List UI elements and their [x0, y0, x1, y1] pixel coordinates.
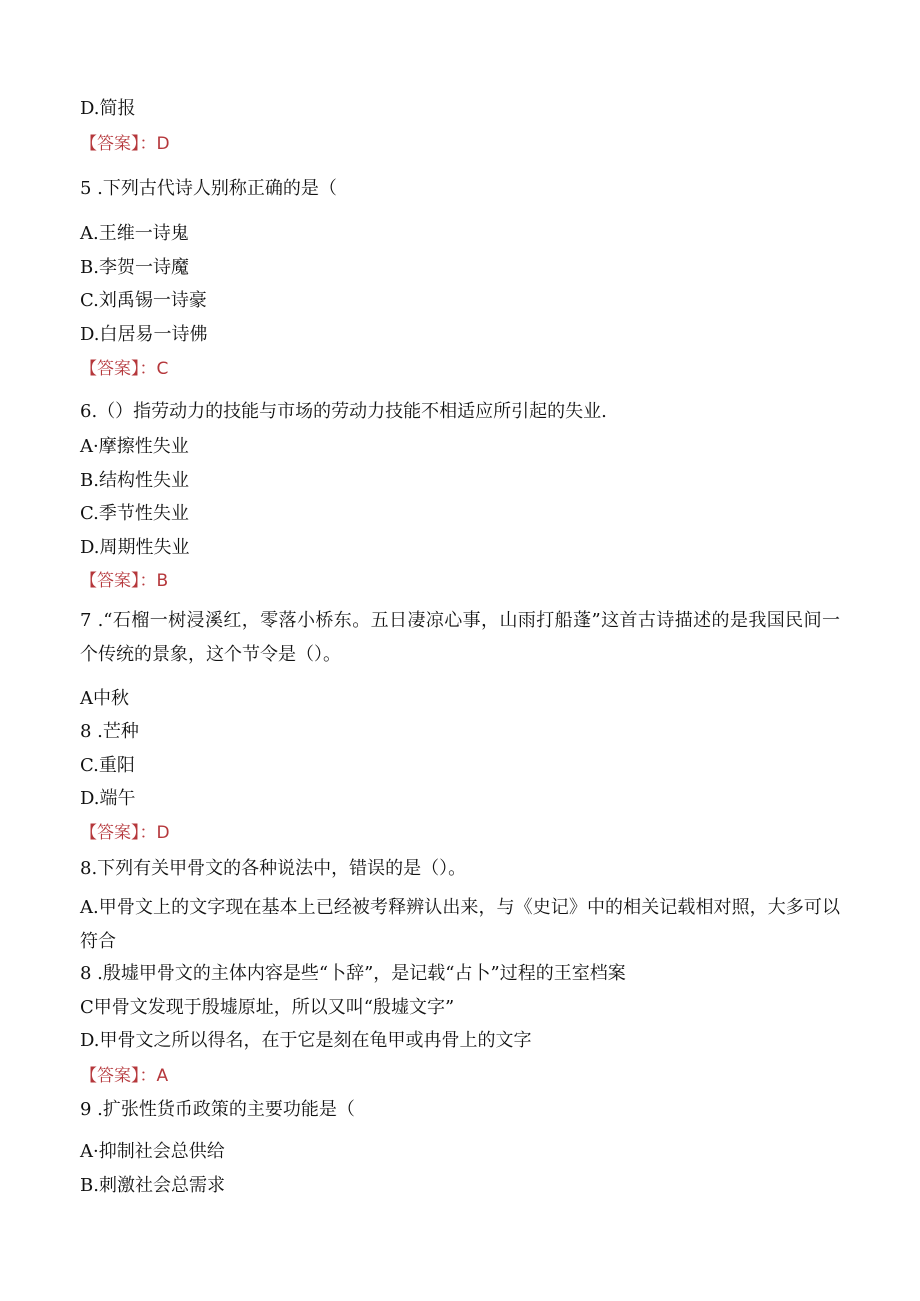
answer-q5: 【答案】：C: [80, 359, 169, 379]
answer-q4: 【答案】：D: [80, 134, 170, 154]
answer-q6: 【答案】：B: [80, 571, 169, 591]
option-q6-a: A·摩擦性失业: [80, 436, 189, 457]
question-5-stem: 5 .下列古代诗人别称正确的是（: [80, 178, 337, 199]
option-q7-d: D.端午: [80, 788, 136, 809]
option-q6-d: D.周期性失业: [80, 537, 190, 558]
question-6-stem: 6.（）指劳动力的技能与市场的劳动力技能不相适应所引起的失业.: [80, 401, 607, 422]
option-q8-b: 8 .殷墟甲骨文的主体内容是些“卜辞”，是记载“占卜”过程的王室档案: [80, 963, 626, 984]
answer-q8: 【答案】：A: [80, 1066, 169, 1086]
option-q5-a: A.王维一诗鬼: [80, 223, 189, 244]
option-q8-d: D.甲骨文之所以得名，在于它是刻在龟甲或冉骨上的文字: [80, 1030, 532, 1051]
option-q9-b: B.刺激社会总需求: [80, 1175, 225, 1196]
option-q7-a: A中秋: [80, 688, 129, 709]
option-q8-c: C甲骨文发现于殷墟原址，所以又叫“殷墟文字”: [80, 997, 455, 1018]
option-q5-d: D.白居易一诗佛: [80, 324, 208, 345]
answer-q7: 【答案】：D: [80, 823, 170, 843]
option-q6-b: B.结构性失业: [80, 470, 189, 491]
option-q7-c: C.重阳: [80, 755, 135, 776]
option-q4-d: D.简报: [80, 98, 136, 119]
question-9-stem: 9 .扩张性货币政策的主要功能是（: [80, 1099, 355, 1120]
option-q9-a: A·抑制社会总供给: [80, 1141, 225, 1162]
option-q5-c: C.刘禹锡一诗豪: [80, 290, 207, 311]
option-q7-b: 8 .芒种: [80, 721, 139, 742]
option-q6-c: C.季节性失业: [80, 503, 189, 524]
question-7-stem: 7 .“石榴一树浸溪红，零落小桥东。五日凄凉心事，山雨打船蓬”这首古诗描述的是我国民间一个传统的景象，这个节令是（）。: [80, 610, 840, 665]
question-8-stem: 8.下列有关甲骨文的各种说法中，错误的是（）。: [80, 858, 467, 879]
option-q8-a: A.甲骨文上的文字现在基本上已经被考释辨认出来，与《史记》中的相关记载相对照，大多可以符合: [80, 897, 840, 952]
option-q5-b: B.李贺一诗魔: [80, 257, 189, 278]
